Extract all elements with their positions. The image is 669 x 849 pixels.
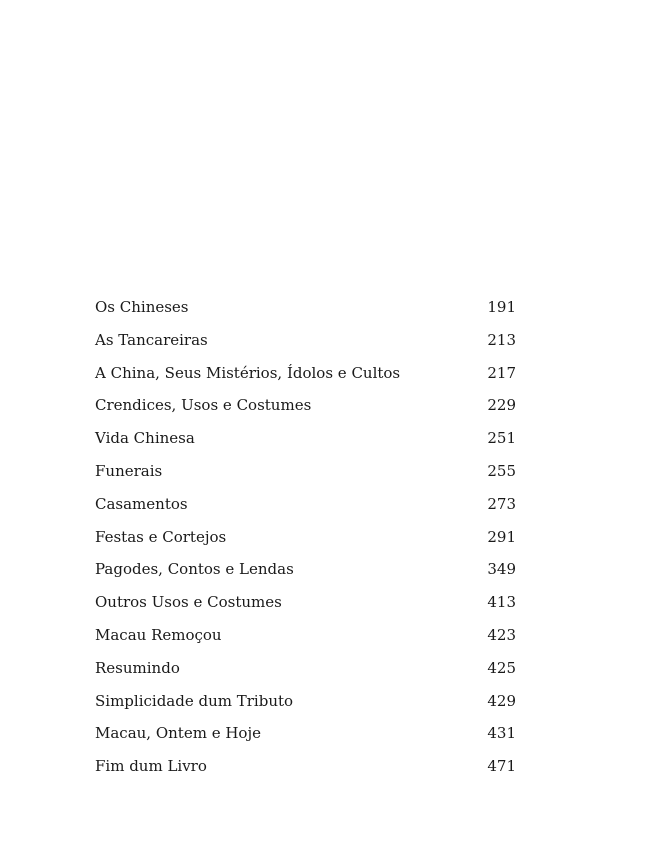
table-of-contents <box>95 294 516 786</box>
toc-entry-title: Simplicidade dum Tributo <box>95 691 294 710</box>
toc-entry-page: 217 <box>487 363 516 382</box>
toc-entry <box>95 327 516 360</box>
toc-entry-page: 291 <box>487 527 516 546</box>
toc-entry <box>95 360 516 393</box>
toc-entry <box>95 392 516 425</box>
toc-entry-page: 255 <box>487 461 516 480</box>
toc-entry-title: Crendices, Usos e Costumes <box>95 396 312 415</box>
toc-entry-page: 191 <box>487 298 516 316</box>
toc-entry-page: 423 <box>487 625 516 644</box>
toc-entry <box>95 294 516 327</box>
toc-entry <box>95 589 516 622</box>
toc-entry-title: Outros Usos e Costumes <box>95 593 282 612</box>
toc-entry-page: 413 <box>487 593 516 612</box>
toc-entry-title: Funerais <box>95 461 163 480</box>
toc-entry-title: Fim dum Livro <box>95 757 207 776</box>
toc-entry <box>95 622 516 655</box>
toc-entry-page: 213 <box>487 330 516 349</box>
toc-entry-page: 349 <box>487 560 516 579</box>
toc-entry <box>95 556 516 589</box>
toc-entry <box>95 753 516 786</box>
toc-entry-page: 471 <box>487 757 516 776</box>
toc-entry-title: Resumindo <box>95 658 180 677</box>
toc-entry-title: Vida Chinesa <box>95 429 195 448</box>
toc-entry-title: Macau Remoçou <box>95 625 222 644</box>
toc-entry <box>95 458 516 491</box>
toc-entry-title: Pagodes, Contos e Lendas <box>95 560 294 579</box>
toc-entry-title: Macau, Ontem e Hoje <box>95 724 261 743</box>
toc-entry-title: Festas e Cortejos <box>95 527 227 546</box>
toc-entry <box>95 688 516 721</box>
toc-entry <box>95 720 516 753</box>
toc-entry-title: Os Chineses <box>95 298 189 316</box>
toc-entry <box>95 491 516 524</box>
toc-entry-page: 425 <box>487 658 516 677</box>
toc-entry <box>95 655 516 688</box>
toc-entry-page: 251 <box>487 429 516 448</box>
toc-entry-page: 429 <box>487 691 516 710</box>
toc-entry-page: 431 <box>487 724 516 743</box>
toc-entry <box>95 524 516 557</box>
toc-entry-title: A China, Seus Mistérios, Ídolos e Cultos <box>95 363 401 382</box>
toc-entry-title: Casamentos <box>95 494 188 513</box>
toc-entry-page: 273 <box>487 494 516 513</box>
toc-entry <box>95 425 516 458</box>
toc-entry-title: As Tancareiras <box>95 330 208 349</box>
toc-entry-page: 229 <box>487 396 516 415</box>
